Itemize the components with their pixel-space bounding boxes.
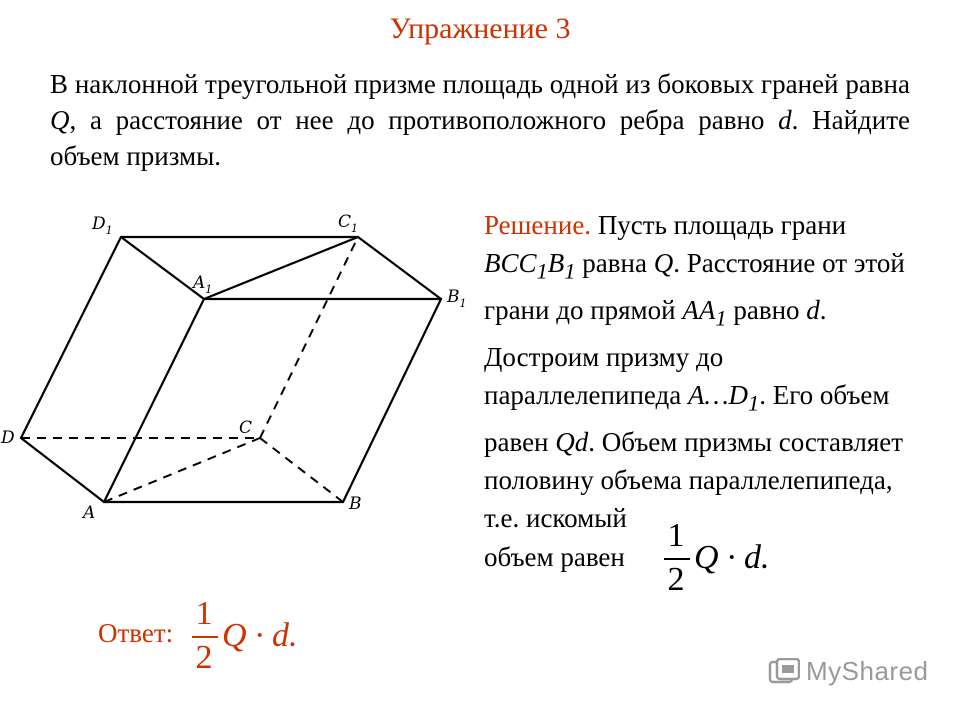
solution-var-q: Q [653, 248, 674, 279]
solution-part: . Его объем равен [484, 379, 890, 457]
edge-d1-a1 [121, 237, 204, 299]
solution-part: равна [575, 248, 654, 279]
solution-part: . Достроим призму до параллелепипеда [484, 294, 827, 410]
fraction-bar [664, 558, 690, 560]
solution-parallelepiped: $A\dots D_1$ [688, 379, 760, 416]
edge-c1-b1 [358, 237, 441, 299]
solution-line: $AA_1$ [682, 294, 727, 331]
edge-a-a1 [104, 299, 204, 502]
solution-var-d: d [806, 294, 820, 325]
problem-text-3: . Найдите объем призмы. [50, 105, 910, 171]
solution-face: $BCC_1B_1$ [484, 248, 576, 284]
answer-denominator: 2 [195, 639, 213, 676]
solution-text [484, 206, 924, 538]
solution-result-text: объем равен [484, 542, 625, 572]
problem-var-q: Q [50, 105, 70, 135]
edge-d-a [21, 438, 104, 502]
answer-rest: Q · d. [222, 617, 298, 654]
solution-part: . Расстояние от этой грани до прямой [484, 248, 905, 325]
hidden-edge-c-b [260, 438, 343, 502]
answer-fraction-bar [192, 636, 218, 638]
page-title: Упражнение 3 [389, 12, 571, 45]
solution-lead: Решение. [484, 210, 592, 240]
vertex-label-d: D [1, 428, 15, 448]
answer-block [98, 596, 358, 680]
solution-part: Пусть площадь грани [591, 210, 847, 240]
answer-label: Ответ: [98, 618, 174, 648]
formula-rest: Q · d. [694, 539, 770, 576]
solution-formula [662, 518, 792, 602]
vertex-label-c1: $C_1$ [338, 212, 359, 235]
hidden-edge-c-c1 [260, 237, 358, 438]
solution-part: равно [726, 294, 807, 325]
myshared-logo-icon [768, 658, 800, 688]
formula-denominator: 2 [667, 561, 685, 598]
solution-result [484, 512, 924, 604]
problem-text-1: В наклонной треугольной призме площадь одной из боковых граней равна [50, 69, 910, 99]
prism-figure [0, 205, 480, 525]
vertex-label-c: C [239, 418, 253, 438]
solution-var-qd: Qd [555, 426, 589, 457]
hidden-edge-a-c [104, 438, 260, 502]
vertex-label-b: B [349, 494, 362, 514]
edge-a1-c1 [204, 237, 358, 299]
vertex-label-a: A [83, 503, 96, 523]
edge-b-b1 [343, 299, 441, 502]
answer-numerator: 1 [195, 595, 213, 632]
vertex-label-b1: $B_1$ [447, 287, 467, 310]
problem-statement [50, 66, 910, 174]
answer-formula [190, 596, 350, 680]
edge-d-d1 [21, 237, 121, 438]
vertex-label-d1: $D_1$ [92, 214, 113, 237]
formula-numerator: 1 [667, 517, 685, 554]
solution-part: . Объем призмы составляет половину объема параллелепипеда, т.е. искомый [484, 426, 904, 534]
watermark-text: MyShared [806, 656, 929, 686]
problem-text-2: , а расстояние от нее до противоположного ребра равно [69, 105, 779, 135]
vertex-label-a1: $A_1$ [193, 273, 213, 296]
problem-var-d: d [778, 105, 792, 135]
